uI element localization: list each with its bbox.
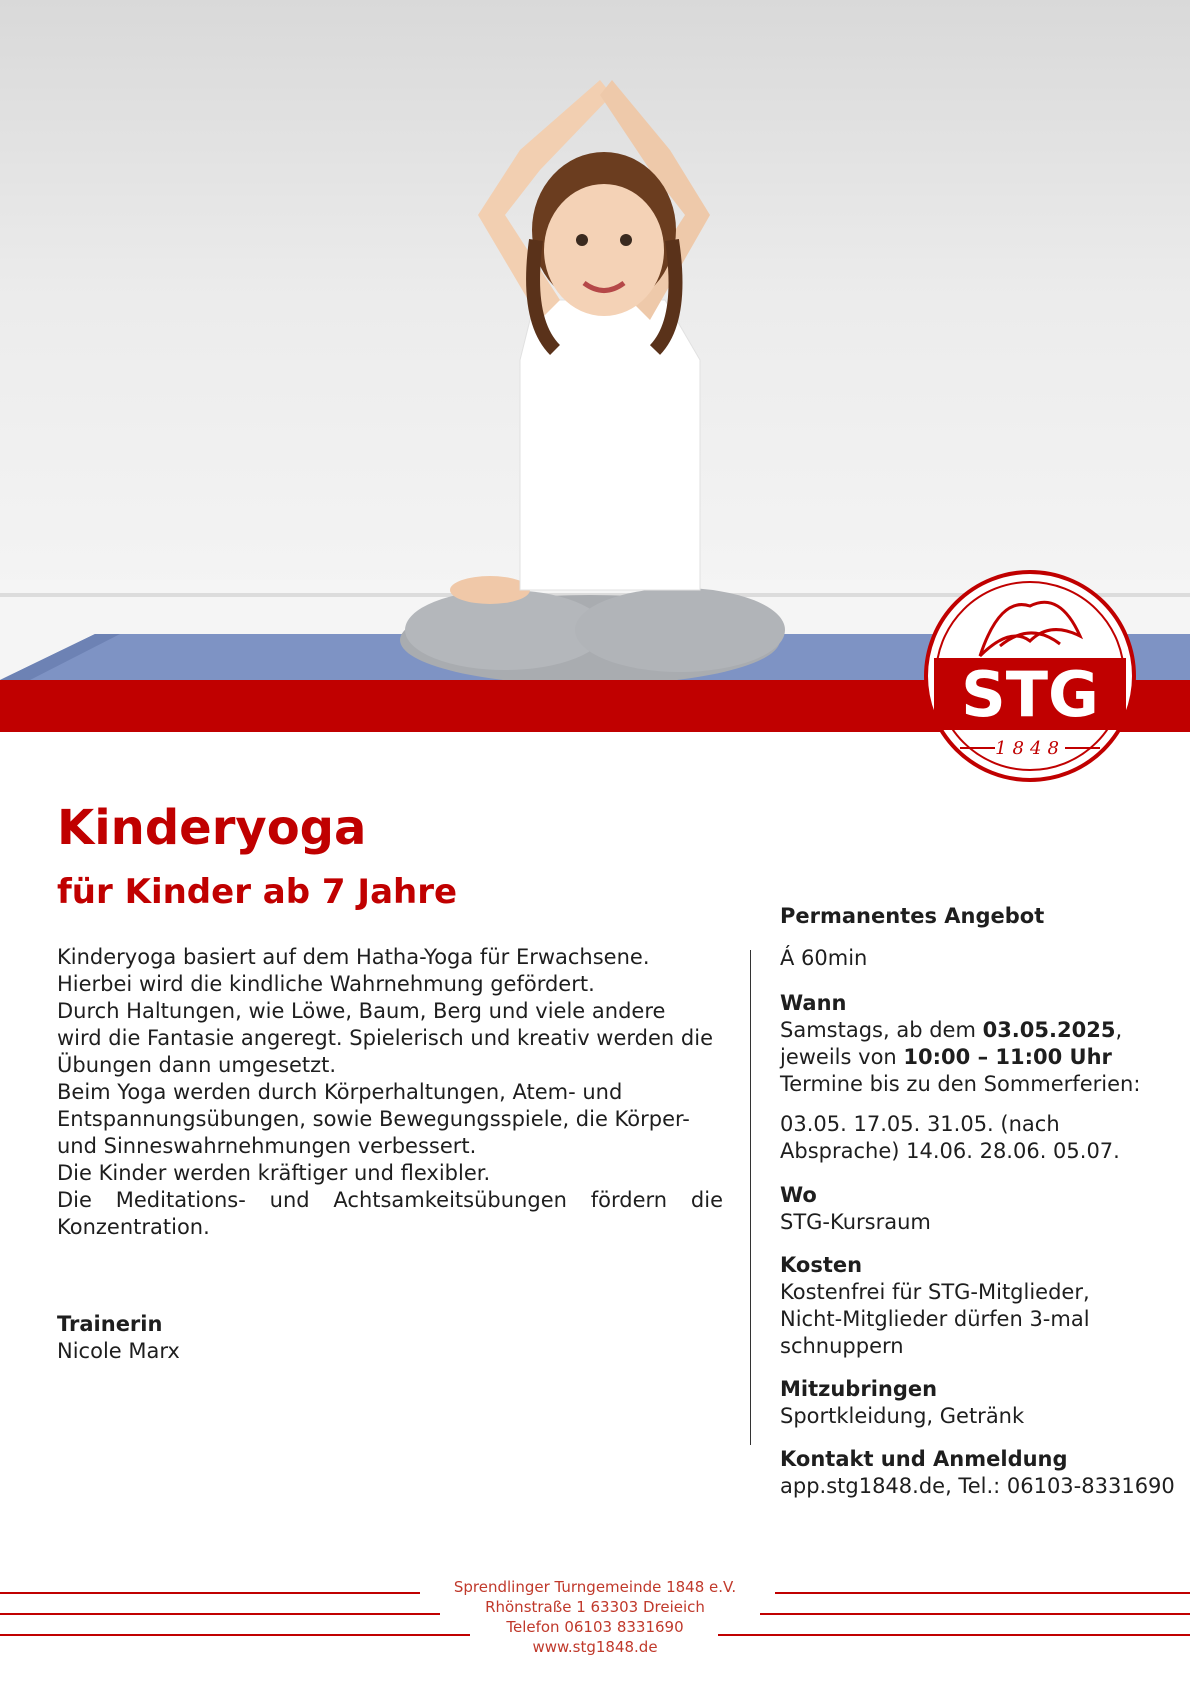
footer <box>400 1577 790 1657</box>
bring-value: Sportkleidung, Getränk <box>780 1404 1025 1428</box>
description-line: wird die Fantasie angeregt. Spielerisch und kreativ werden die <box>57 1026 713 1050</box>
cost-block <box>780 1252 1180 1360</box>
description-line: Übungen dann umgesetzt. <box>57 1053 337 1077</box>
description-line: und Sinneswahrnehmungen verbessert. <box>57 1134 477 1158</box>
cost-line: Nicht-Mitglieder dürfen 3-mal <box>780 1307 1090 1331</box>
duration: Á 60min <box>780 946 868 970</box>
description-line: Kinderyoga basiert auf dem Hatha-Yoga für Erwachsene. <box>57 945 650 969</box>
offer-label: Permanentes Angebot <box>780 904 1045 928</box>
description-line: Die Kinder werden kräftiger und flexibler. <box>57 1161 491 1185</box>
when-block <box>780 990 1180 1098</box>
footer-line <box>775 1592 1190 1594</box>
stg-logo <box>920 566 1140 786</box>
dates-line: 03.05. 17.05. 31.05. (nach <box>780 1112 1060 1136</box>
trainer-block <box>57 1311 457 1365</box>
footer-line <box>760 1613 1190 1615</box>
description <box>57 944 723 1241</box>
trainer-label: Trainerin <box>57 1312 163 1336</box>
footer-line <box>0 1592 420 1594</box>
cost-line: schnuppern <box>780 1334 904 1358</box>
footer-address: Rhönstraße 1 63303 Dreieich <box>485 1598 705 1616</box>
when-time: jeweils von 10:00 – 11:00 Uhr <box>780 1045 1112 1069</box>
svg-text:1848: 1848 <box>995 738 1065 759</box>
bring-label: Mitzubringen <box>780 1377 938 1401</box>
trainer-name: Nicole Marx <box>57 1339 180 1363</box>
stg-emblem-icon <box>920 566 1140 786</box>
description-line: Beim Yoga werden durch Körperhaltungen, Atem- und <box>57 1080 623 1104</box>
dates-block <box>780 1111 1180 1165</box>
when-start: Samstags, ab dem 03.05.2025, <box>780 1018 1123 1042</box>
description-line: Die Meditations- und Achtsamkeitsübungen fördern die <box>57 1188 723 1212</box>
cost-line: Kostenfrei für STG-Mitglieder, <box>780 1280 1090 1304</box>
description-line: Durch Haltungen, wie Löwe, Baum, Berg und viele andere <box>57 999 666 1023</box>
footer-org: Sprendlinger Turngemeinde 1848 e.V. <box>453 1578 737 1596</box>
contact-label: Kontakt und Anmeldung <box>780 1447 1068 1471</box>
cost-label: Kosten <box>780 1253 863 1277</box>
footer-phone: Telefon 06103 8331690 <box>506 1618 684 1636</box>
dates-intro: Termine bis zu den Sommerferien: <box>780 1072 1141 1096</box>
page-subtitle: für Kinder ab 7 Jahre <box>57 872 458 912</box>
where-label: Wo <box>780 1183 817 1207</box>
column-divider <box>750 950 751 1445</box>
where-block <box>780 1182 1180 1236</box>
bring-block <box>780 1376 1180 1430</box>
description-line: Hierbei wird die kindliche Wahrnehmung gefördert. <box>57 972 595 996</box>
description-line: Konzentration. <box>57 1215 210 1239</box>
where-value: STG-Kursraum <box>780 1210 931 1234</box>
description-line: Entspannungsübungen, sowie Bewegungsspiele, die Körper- <box>57 1107 690 1131</box>
contact-value[interactable]: app.stg1848.de, Tel.: 06103-8331690 <box>780 1474 1175 1498</box>
contact-block <box>780 1446 1180 1500</box>
when-label: Wann <box>780 991 847 1015</box>
footer-web[interactable]: www.stg1848.de <box>532 1638 658 1656</box>
page-title: Kinderyoga <box>57 800 367 856</box>
footer-line <box>0 1613 440 1615</box>
dates-line: Absprache) 14.06. 28.06. 05.07. <box>780 1139 1120 1163</box>
svg-text:STG: STG <box>961 658 1099 731</box>
